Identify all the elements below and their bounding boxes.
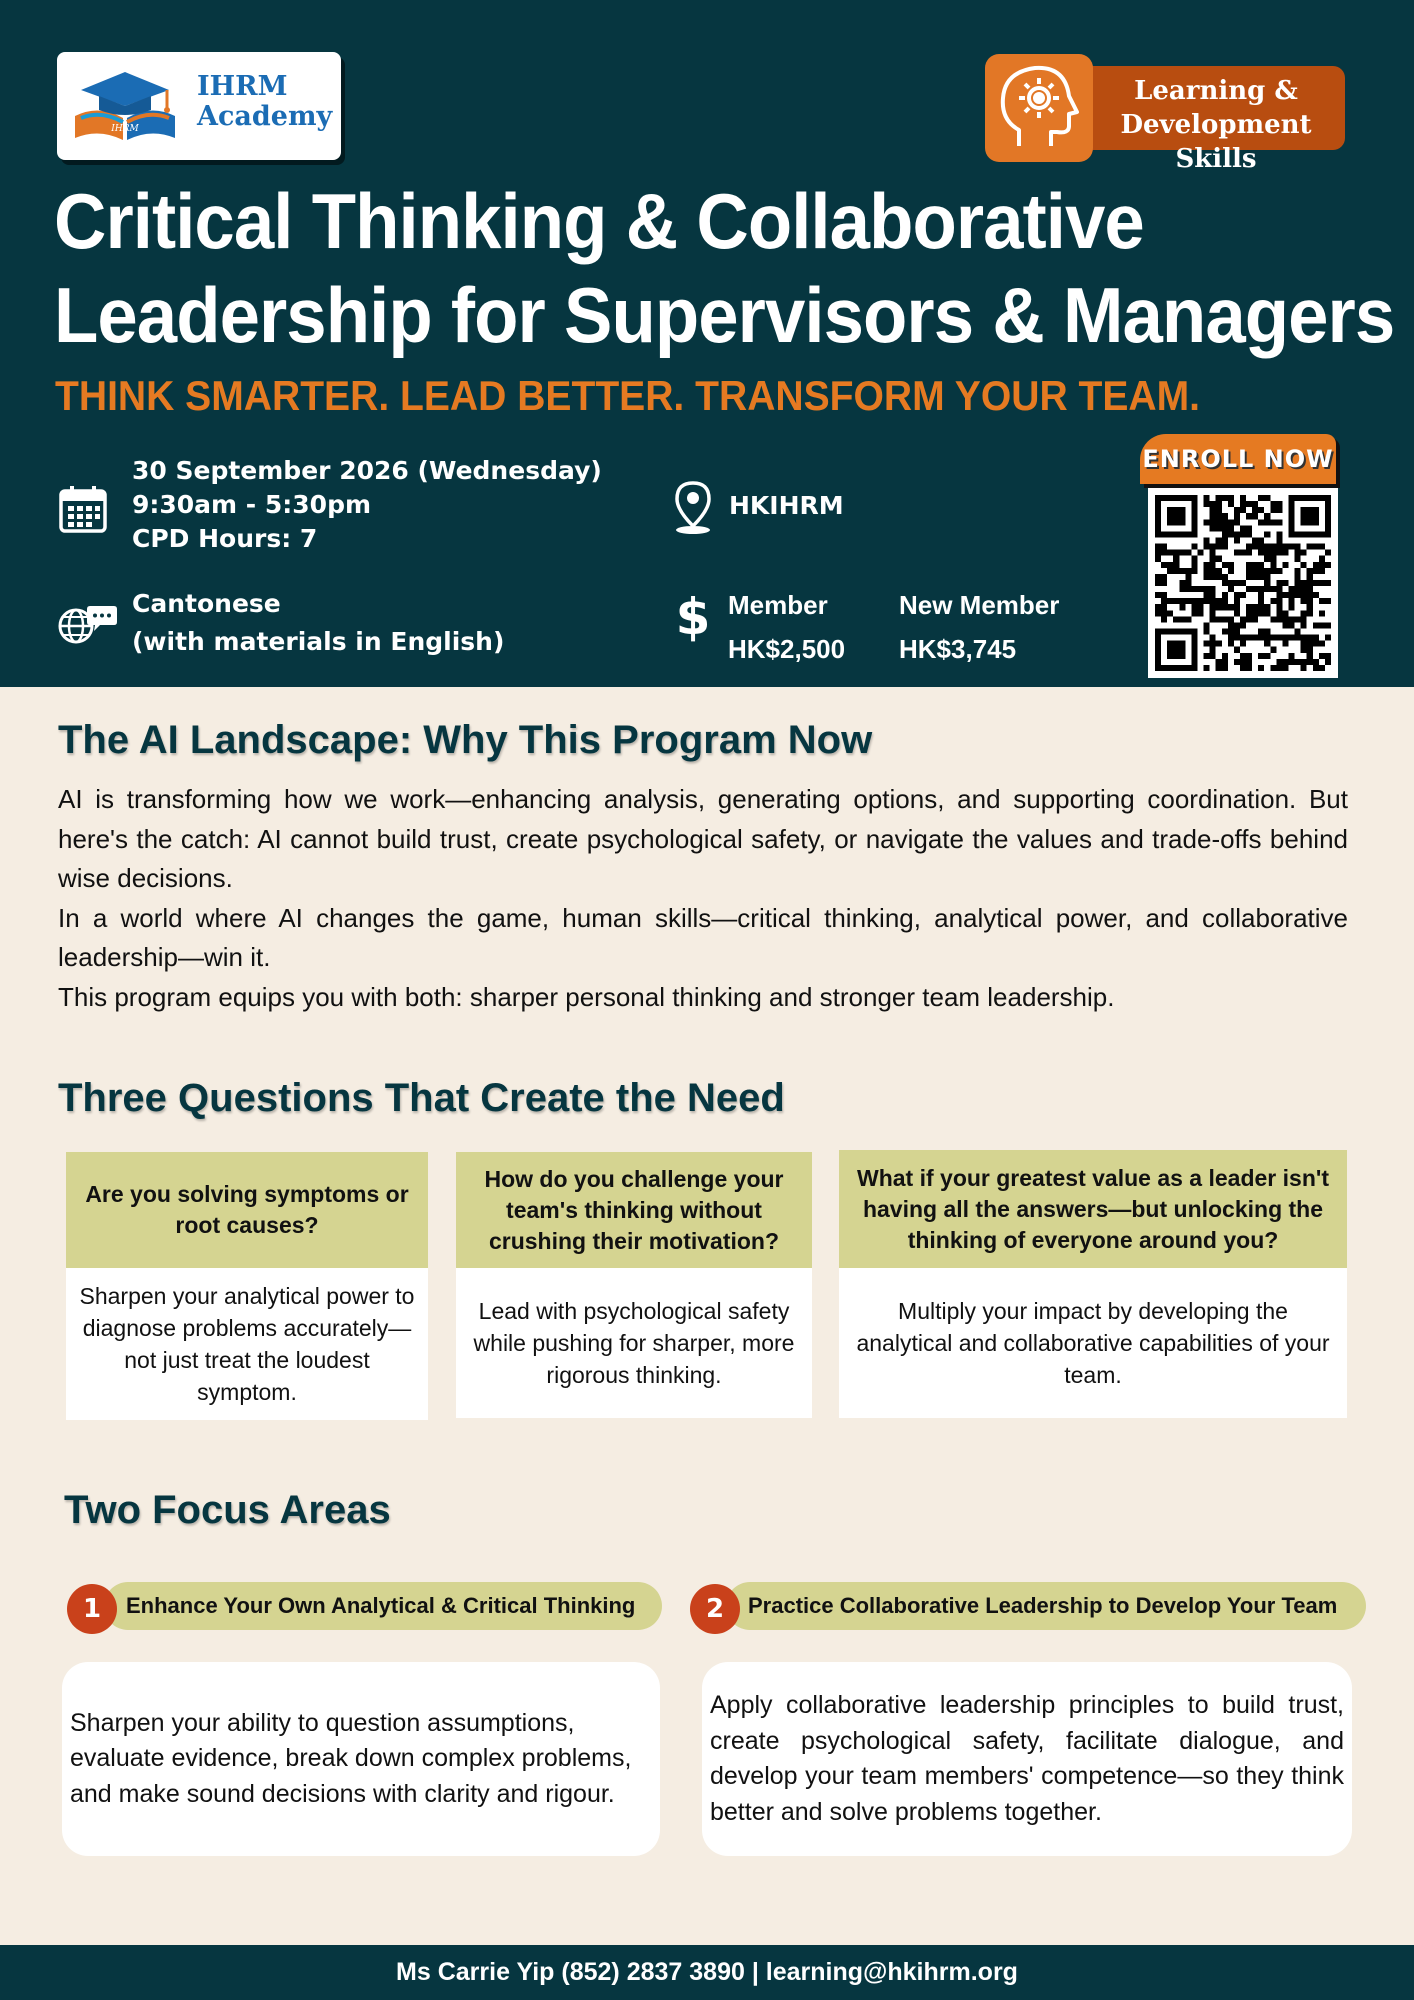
- intro-paragraph-2: In a world where AI changes the game, human skills—critical thinking, analytical power, and collaborative leadership—win it.: [58, 902, 1348, 972]
- member-price-block: [728, 583, 845, 671]
- course-title: [54, 174, 1395, 362]
- logo-emblem-text: IHRM: [111, 124, 139, 134]
- graduation-cap-book-icon: [69, 68, 181, 144]
- member-price: HK$2,500: [728, 634, 846, 664]
- answer-1: Sharpen your analytical power to diagnose problems accurately—not just treat the loudest symptom.: [79, 1283, 415, 1405]
- question-card-1: [66, 1152, 428, 1420]
- badge-text: [1091, 74, 1341, 176]
- calendar-icon: [58, 484, 108, 534]
- question-3: What if your greatest value as a leader isn't having all the answers—but unlocking the thinking of everyone around you?: [839, 1150, 1347, 1268]
- focus-number-1: 1: [67, 1584, 117, 1634]
- footer-contact: Ms Carrie Yip (852) 2837 3890 | learning@hkihrm.org: [0, 1945, 1414, 2000]
- intro-paragraph-3: This program equips you with both: sharper personal thinking and stronger team leadership.: [58, 981, 1115, 1012]
- head-gear-icon: [985, 54, 1093, 162]
- new-member-label: New Member: [899, 590, 1060, 620]
- qr-code-icon: [1155, 495, 1331, 671]
- badge-icon-box: [985, 54, 1093, 162]
- course-title-line1: Critical Thinking & Collaborative: [54, 177, 1144, 265]
- header-banner: [0, 0, 1414, 687]
- svg-text:$: $: [676, 590, 710, 642]
- dollar-icon: [676, 590, 710, 642]
- question-card-3: [839, 1150, 1347, 1418]
- event-cpd-hours: CPD Hours: 7: [132, 524, 318, 553]
- logo-text-line1: IHRM: [197, 71, 288, 102]
- enroll-now-button[interactable]: ENROLL NOW: [1140, 434, 1336, 484]
- answer-3: Multiply your impact by developing the analytical and collaborative capabilities of your team.: [856, 1298, 1330, 1388]
- focus-card-2: [702, 1662, 1352, 1856]
- new-member-price: HK$3,745: [899, 634, 1017, 664]
- logo-text-line2: Academy: [197, 101, 333, 132]
- intro-heading: The AI Landscape: Why This Program Now: [58, 718, 873, 762]
- event-language: [132, 585, 504, 661]
- badge-text-line2: Development Skills: [1120, 110, 1312, 174]
- focus-title-2: Practice Collaborative Leadership to Develop Your Team: [726, 1582, 1366, 1630]
- ihrm-academy-logo: [57, 52, 341, 160]
- new-member-price-block: [899, 583, 1059, 671]
- event-schedule: [132, 454, 602, 556]
- focus-heading: Two Focus Areas: [64, 1488, 391, 1532]
- question-1: Are you solving symptoms or root causes?: [66, 1152, 428, 1268]
- member-label: Member: [728, 590, 828, 620]
- learning-development-badge: [985, 54, 1357, 174]
- course-title-line2: Leadership for Supervisors & Managers: [54, 271, 1395, 359]
- event-time: 9:30am - 5:30pm: [132, 490, 372, 519]
- badge-text-line1: Learning &: [1134, 76, 1298, 106]
- questions-heading: Three Questions That Create the Need: [58, 1076, 785, 1120]
- answer-2: Lead with psychological safety while pushing for sharper, more rigorous thinking.: [473, 1298, 795, 1388]
- focus-number-2: 2: [690, 1584, 740, 1634]
- language-line1: Cantonese: [132, 589, 281, 618]
- language-line2: (with materials in English): [132, 627, 505, 656]
- focus-card-1: [62, 1662, 660, 1856]
- focus-title-1: Enhance Your Own Analytical & Critical Thinking: [104, 1582, 662, 1630]
- question-2: How do you challenge your team's thinking without crushing their motivation?: [456, 1152, 812, 1268]
- location-pin-icon: [672, 480, 714, 536]
- event-venue: HKIHRM: [729, 491, 844, 520]
- enroll-qr-code[interactable]: [1148, 488, 1338, 678]
- tagline: THINK SMARTER. LEAD BETTER. TRANSFORM YOUR TEAM.: [55, 372, 1201, 419]
- focus-text-2: Apply collaborative leadership principles to build trust, create psychological safety, facilitate dialogue, and develop your team members' competence—so they think better and solve problems together.: [710, 1691, 1344, 1826]
- question-card-2: [456, 1152, 812, 1418]
- intro-paragraph-1: AI is transforming how we work—enhancing analysis, generating options, and supporting coordination. But here's the catch: AI cannot build trust, create psychological safety, or navigate the values and trade-offs behind wise decisions.: [58, 784, 1348, 893]
- intro-text: [58, 780, 1348, 1017]
- event-date: 30 September 2026 (Wednesday): [132, 456, 602, 485]
- globe-chat-icon: [56, 602, 118, 646]
- focus-text-1: Sharpen your ability to question assumptions, evaluate evidence, break down complex problems, and make sound decisions with clarity and rigour.: [70, 1708, 632, 1808]
